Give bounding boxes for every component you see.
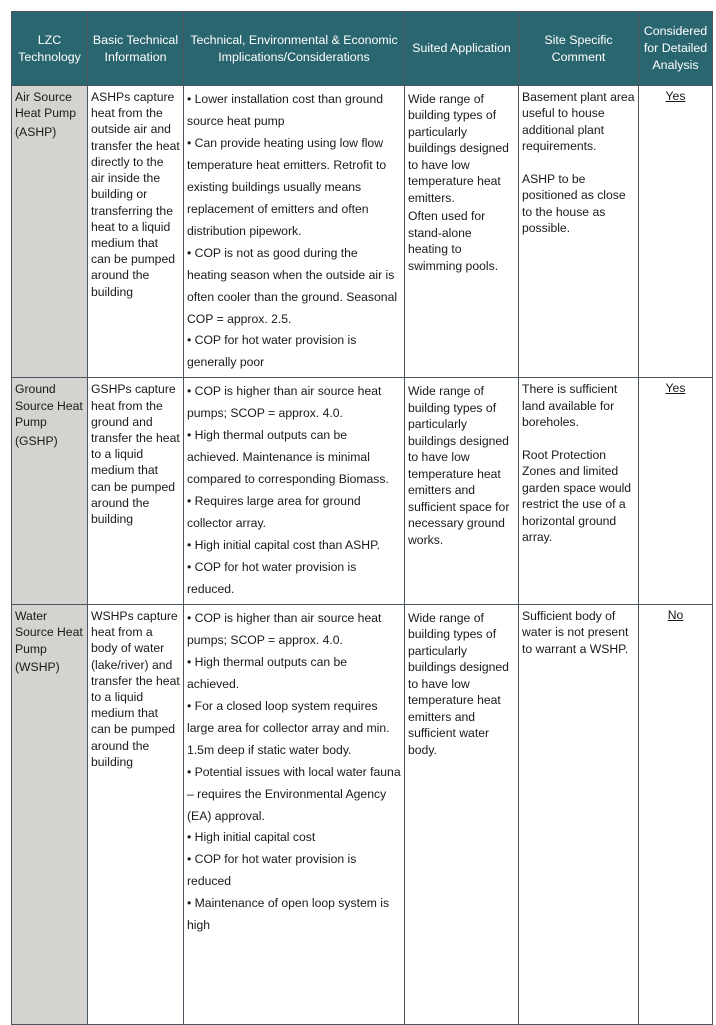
suited-text: Wide range of building types of particularly buildings designed to have low temperature heat emitters. — [408, 92, 509, 205]
header-considered: Considered for Detailed Analysis — [639, 12, 713, 86]
technology-name: Ground Source Heat Pump — [15, 382, 83, 430]
site-comment-text: ASHP to be positioned as close to the house as possible. — [522, 171, 626, 236]
technology-abbr: (WSHP) — [15, 660, 60, 675]
implication-item: • COP is higher than air source heat pumps; SCOP = approx. 4.0. — [187, 610, 382, 647]
site-comment-text: Basement plant area useful to house additional plant requirements. — [522, 90, 635, 154]
header-basic-technical-information: Basic Technical Information — [88, 12, 184, 86]
site-comment-cell — [519, 86, 639, 378]
technology-abbr: (GSHP) — [15, 433, 58, 448]
implication-item: • High thermal outputs can be achieved. — [187, 654, 348, 691]
suited-application-cell — [405, 86, 519, 378]
implication-item: • Can provide heating using low flow temperature heat emitters. Retrofit to existing buildings usually means replacement of emitters and often distribution pipework. — [187, 135, 387, 238]
basic-info-cell: ASHPs capture heat from the outside air and transfer the heat directly to the air inside the building or transferring the heat to a liquid medium that can be pumped around the building — [88, 86, 184, 378]
considered-value: Yes — [665, 381, 686, 396]
implication-item: • High initial capital cost than ASHP. — [187, 538, 381, 553]
implication-item: • Maintenance of open loop system is high — [187, 896, 390, 933]
site-comment-text: There is sufficient land available for boreholes. — [522, 382, 618, 430]
considered-cell — [639, 378, 713, 605]
technology-cell — [12, 86, 88, 378]
considered-value: No — [667, 607, 684, 622]
implication-item: • Lower installation cost than ground source heat pump — [187, 92, 383, 128]
header-lzc-technology: LZC Technology — [12, 12, 88, 86]
implication-item: • COP for hot water provision is reduced — [187, 852, 357, 889]
implications-cell — [184, 604, 405, 1024]
header-site-specific-comment: Site Specific Comment — [519, 12, 639, 86]
header-implications: Technical, Environmental & Economic Implications/Considerations — [184, 12, 405, 86]
basic-info-cell: WSHPs capture heat from a body of water (lake/river) and transfer the heat to a liquid medium that can be pumped around the building — [88, 604, 184, 1024]
implication-item: • COP for hot water provision is generally poor — [187, 333, 357, 370]
technology-cell — [12, 604, 88, 1024]
implication-item: • For a closed loop system requires large area for collector array and min. 1.5m deep if static water body. — [187, 698, 390, 757]
table-row-gshp — [12, 378, 713, 605]
table-header-row — [12, 12, 713, 86]
suited-text: Often used for stand-alone heating to swimming pools. — [408, 209, 499, 273]
suited-text: Wide range of building types of particularly buildings designed to have low temperature heat emitters and sufficient water body. — [408, 610, 509, 757]
implication-item: • COP is not as good during the heating season when the outside air is often cooler than the ground. Seasonal COP = approx. 2.5. — [187, 245, 398, 326]
implication-item: • Requires large area for ground collector array. — [187, 494, 361, 531]
header-suited-application: Suited Application — [405, 12, 519, 86]
considered-cell — [639, 86, 713, 378]
basic-info-cell: GSHPs capture heat from the ground and transfer the heat to a liquid medium that can be pumped around the building — [88, 378, 184, 605]
implication-item: • High initial capital cost — [187, 830, 316, 845]
implication-item: • Potential issues with local water fauna – requires the Environmental Agency (EA) approval. — [187, 764, 401, 823]
technology-abbr: (ASHP) — [15, 124, 57, 139]
technology-name: Air Source Heat Pump — [15, 90, 76, 121]
site-comment-text: Sufficient body of water is not present to warrant a WSHP. — [522, 608, 629, 656]
implication-item: • COP for hot water provision is reduced. — [187, 560, 357, 596]
site-comment-cell — [519, 604, 639, 1024]
site-comment-cell — [519, 378, 639, 605]
technology-name: Water Source Heat Pump — [15, 608, 83, 656]
technology-cell — [12, 378, 88, 605]
implication-item: • COP is higher than air source heat pumps; SCOP = approx. 4.0. — [187, 384, 382, 421]
site-comment-text: Root Protection Zones and limited garden space would restrict the use of a horizontal ground array. — [522, 447, 632, 545]
considered-value: Yes — [665, 89, 686, 103]
suited-application-cell — [405, 604, 519, 1024]
implication-item: • High thermal outputs can be achieved. Maintenance is minimal compared to corresponding Biomass. — [187, 428, 389, 487]
table-row-ashp — [12, 86, 713, 378]
considered-cell — [639, 604, 713, 1024]
suited-application-cell — [405, 378, 519, 605]
lzc-technology-table — [11, 11, 713, 1025]
table-row-wshp — [12, 604, 713, 1024]
suited-text: Wide range of building types of particularly buildings designed to have low temperature heat emitters and sufficient space for necessary ground works. — [408, 384, 510, 547]
implications-cell — [184, 86, 405, 378]
implications-cell — [184, 378, 405, 605]
